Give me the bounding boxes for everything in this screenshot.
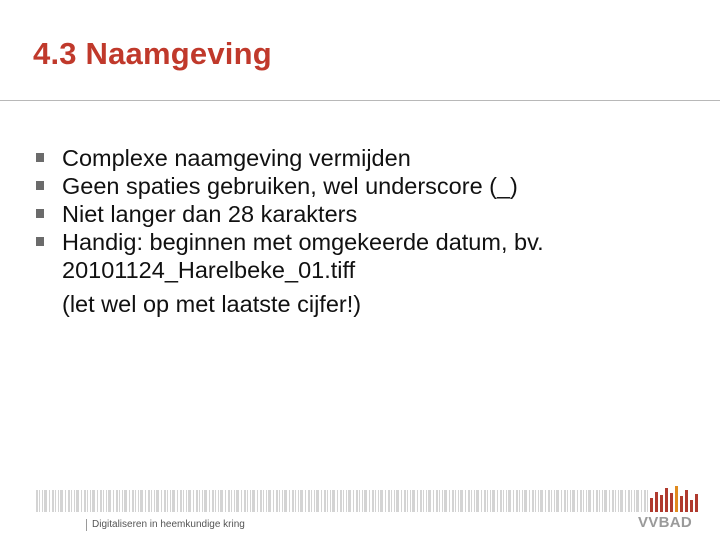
- slide-title: 4.3 Naamgeving: [33, 36, 272, 71]
- square-bullet-icon: [36, 237, 44, 246]
- vvbad-logo: VVBAD: [638, 514, 693, 531]
- footer-barcode-strip: [36, 490, 650, 512]
- bullet-item: [36, 172, 696, 200]
- bullet-text: Handig: beginnen met omgekeerde datum, bv.: [62, 229, 544, 255]
- vvbad-logo-bars: [650, 486, 700, 512]
- bullet-continuation-text: 20101124_Harelbeke_01.tiff: [62, 257, 356, 283]
- bullet-item: [36, 144, 696, 172]
- bullet-text: Niet langer dan 28 karakters: [62, 201, 358, 227]
- title-divider: [0, 100, 720, 101]
- bullet-text: Complexe naamgeving vermijden: [62, 145, 411, 171]
- bullet-list: [36, 144, 696, 318]
- square-bullet-icon: [36, 209, 44, 218]
- bullet-item: [36, 200, 696, 228]
- footer-separator: [86, 519, 87, 531]
- bullet-continuation-text: (let wel op met laatste cijfer!): [62, 291, 362, 317]
- square-bullet-icon: [36, 181, 44, 190]
- footer-text: Digitaliseren in heemkundige kring: [92, 519, 245, 530]
- bullet-item: [36, 228, 696, 318]
- bullet-text: Geen spaties gebruiken, wel underscore (_): [62, 173, 518, 199]
- square-bullet-icon: [36, 153, 44, 162]
